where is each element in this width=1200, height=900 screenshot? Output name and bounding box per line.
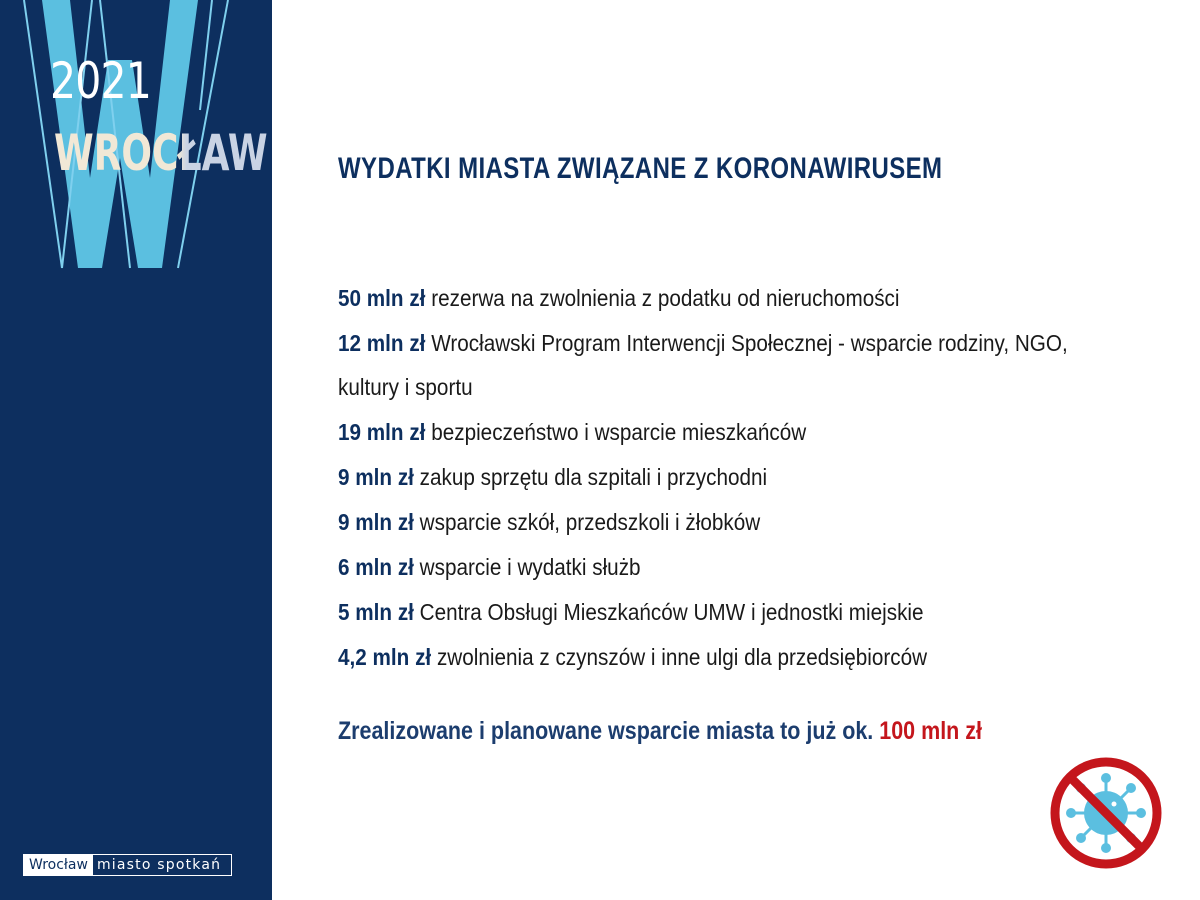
brand-tagline: miasto spotkań [96, 857, 222, 873]
item-amount: 5 mln zł [338, 599, 414, 625]
item-amount: 12 mln zł [338, 330, 426, 356]
item-text: Wrocławski Program Interwencji Społecznej - wsparcie rodziny, NGO, kultury i sportu [338, 330, 1068, 400]
brand-name: Wrocław [24, 855, 93, 875]
item-text: zwolnienia z czynszów i inne ulgi dla przedsiębiorców [436, 644, 928, 670]
list-item [338, 635, 1112, 679]
summary-line [338, 717, 982, 746]
item-amount: 6 mln zł [338, 554, 414, 580]
item-text: rezerwa na zwolnienia z podatku od nieruchomości [431, 285, 900, 311]
item-text: zakup sprzętu dla szpitali i przychodni [419, 464, 768, 490]
list-item [338, 545, 1112, 589]
summary-total: 100 mln zł [879, 717, 983, 745]
item-text: bezpieczeństwo i wsparcie mieszkańców [431, 419, 807, 445]
item-amount: 50 mln zł [338, 285, 426, 311]
page-title: WYDATKI MIASTA ZWIĄZANE Z KORONAWIRUSEM [338, 152, 943, 185]
year-label: 2021 [50, 52, 152, 110]
list-item [338, 590, 1112, 634]
list-item [338, 321, 1112, 409]
brand-logo [23, 854, 232, 876]
summary-text: Zrealizowane i planowane wsparcie miasta to już ok. [338, 717, 874, 745]
item-amount: 19 mln zł [338, 419, 426, 445]
item-text: wsparcie szkół, przedszkoli i żłobków [419, 509, 761, 535]
sidebar [0, 0, 272, 900]
item-amount: 9 mln zł [338, 464, 414, 490]
no-coronavirus-icon [1050, 757, 1162, 869]
list-item [338, 276, 1112, 320]
city-name: WROCŁAW [54, 124, 268, 182]
item-text: Centra Obsługi Mieszkańców UMW i jednostki miejskie [419, 599, 924, 625]
list-item [338, 410, 1112, 454]
item-text: wsparcie i wydatki służb [419, 554, 641, 580]
item-amount: 9 mln zł [338, 509, 414, 535]
list-item [338, 500, 1112, 544]
list-item [338, 455, 1112, 499]
expense-list [338, 276, 1118, 680]
item-amount: 4,2 mln zł [338, 644, 432, 670]
